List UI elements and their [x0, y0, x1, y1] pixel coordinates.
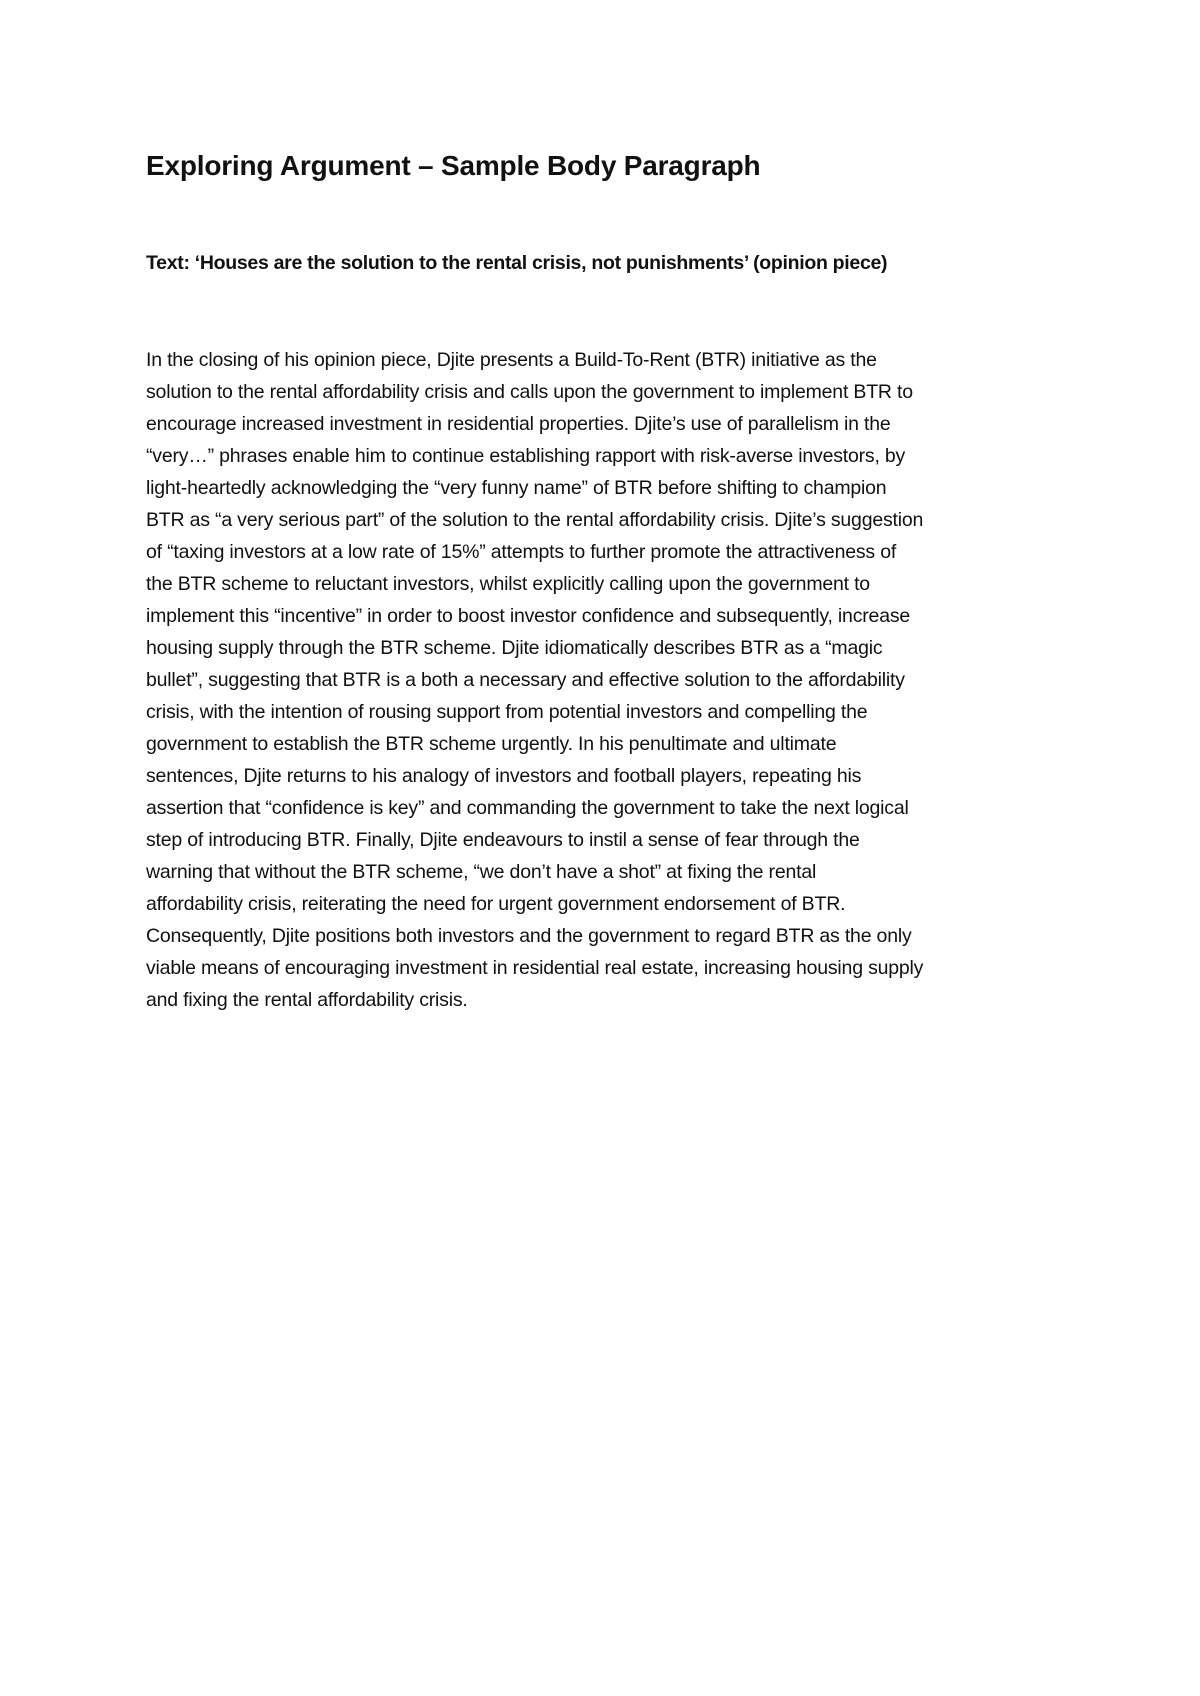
paragraph-line: affordability crisis, reiterating the need for urgent government endorsement of BTR.	[146, 893, 846, 915]
paragraph-line: solution to the rental affordability crisis and calls upon the government to implement BTR to	[146, 381, 913, 403]
paragraph-line: implement this “incentive” in order to boost investor confidence and subsequently, increase	[146, 605, 911, 627]
paragraph-line: “very…” phrases enable him to continue establishing rapport with risk-averse investors, by	[146, 445, 906, 467]
paragraph-line: encourage increased investment in residential properties. Djite’s use of parallelism in the	[146, 413, 891, 435]
paragraph-line: assertion that “confidence is key” and commanding the government to take the next logical	[146, 797, 909, 819]
paragraph-line: sentences, Djite returns to his analogy of investors and football players, repeating his	[146, 765, 862, 787]
document-title: Exploring Argument – Sample Body Paragraph	[146, 150, 761, 181]
paragraph-line: Consequently, Djite positions both investors and the government to regard BTR as the only	[146, 925, 912, 947]
paragraph-line: and fixing the rental affordability crisis.	[146, 989, 468, 1011]
paragraph-line: In the closing of his opinion piece, Djite presents a Build-To-Rent (BTR) initiative as the	[146, 349, 877, 371]
body-paragraph	[146, 344, 1076, 1016]
paragraph-line: crisis, with the intention of rousing support from potential investors and compelling the	[146, 701, 868, 723]
paragraph-line: government to establish the BTR scheme urgently. In his penultimate and ultimate	[146, 733, 837, 755]
paragraph-line: warning that without the BTR scheme, “we don’t have a shot” at fixing the rental	[146, 861, 817, 883]
paragraph-line: housing supply through the BTR scheme. Djite idiomatically describes BTR as a “magic	[146, 637, 883, 659]
paragraph-line: BTR as “a very serious part” of the solution to the rental affordability crisis. Djite’s suggestion	[146, 509, 924, 531]
paragraph-line: bullet”, suggesting that BTR is a both a necessary and effective solution to the affordability	[146, 669, 905, 691]
paragraph-line: step of introducing BTR. Finally, Djite endeavours to instil a sense of fear through the	[146, 829, 860, 851]
paragraph-line: of “taxing investors at a low rate of 15%” attempts to further promote the attractiveness of	[146, 541, 897, 563]
text-source-label: Text: ‘Houses are the solution to the rental crisis, not punishments’ (opinion piece)	[146, 252, 888, 274]
paragraph-line: viable means of encouraging investment in residential real estate, increasing housing supply	[146, 957, 924, 979]
paragraph-line: the BTR scheme to reluctant investors, whilst explicitly calling upon the government to	[146, 573, 870, 595]
paragraph-line: light-heartedly acknowledging the “very funny name” of BTR before shifting to champion	[146, 477, 887, 499]
